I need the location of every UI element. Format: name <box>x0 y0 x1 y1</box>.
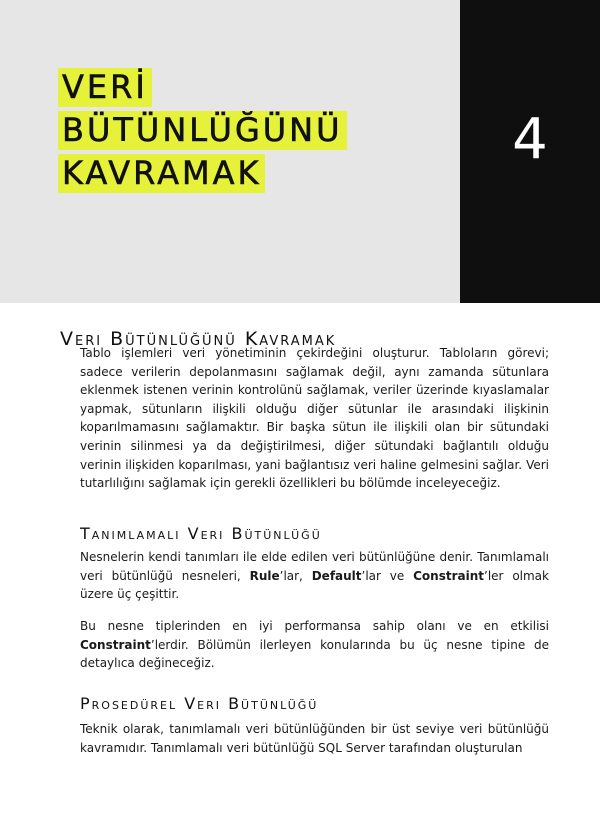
term-constraint: Constraint <box>413 568 485 583</box>
chapter-header-band <box>0 0 460 303</box>
chapter-title-line-1: VERİ <box>58 68 152 107</box>
term-rule: Rule <box>249 568 280 583</box>
declarative-paragraph-2 <box>80 617 549 673</box>
text-run: ’lar ve <box>361 568 414 583</box>
chapter-number-block <box>460 0 600 303</box>
text-run: Bu nesne tiplerinden en iyi performansa sahip olanı ve en etkilisi <box>80 619 549 633</box>
text-run: ’lar, <box>279 568 312 583</box>
term-constraint: Constraint <box>80 637 151 652</box>
text-run: Nesnelerin kendi tanımları ile elde edilen veri bütünlüğüne denir. Tanımlamalı veri bütünlüğü nesneleri, <box>80 550 549 583</box>
chapter-title-line-3: KAVRAMAK <box>58 154 265 193</box>
text-run: ’ler olmak üzere üç çeşittir. <box>80 568 549 602</box>
procedural-paragraph-1: Teknik olarak, tanımlamalı veri bütünlüğünden bir üst seviye veri bütünlüğü kavramıdır. Tanımlamalı veri bütünlüğü SQL Server tarafından oluşturulan <box>80 722 549 755</box>
term-default: Default <box>311 568 362 583</box>
declarative-heading: Tanımlamalı Veri Bütünlüğü <box>80 524 322 543</box>
section-heading: Veri Bütünlüğünü Kavramak <box>60 328 337 350</box>
chapter-title-line-2: BÜTÜNLÜĞÜNÜ <box>58 111 347 150</box>
declarative-paragraph-1 <box>80 548 549 604</box>
procedural-heading: Prosedürel Veri Bütünlüğü <box>80 694 319 713</box>
intro-paragraph: Tablo işlemleri veri yönetiminin çekirdeğini oluşturur. Tabloların görevi; sadece verilerin depolanmasını sağlamak değil, aynı zamanda sütunlara eklenmek istenen verinin kontrolünü sağlamak, veriler üzerinde kıyaslamalar yapmak, sütunların ilişkili olduğu diğer sütunlar ile arasındaki ilişkinin koparılmamasını sağlamaktır. Bir başka sütun ile ilişkili olan bir sütundaki verinin silinmesi ya da değiştirilmesi, diğer sütundaki bağlantılı olduğu verinin ilişkiden koparılması, yani bağlantısız veri haline gelmesini sağlar. Veri tutarlılığını sağlamak için gerekli özellikleri bu bölümde inceleyeceğiz. <box>80 346 549 491</box>
text-run: ’lerdir. Bölümün ilerleyen konularında bu üç nesne tipine de detaylıca değineceğiz. <box>80 637 549 671</box>
chapter-number: 4 <box>512 107 548 172</box>
chapter-title <box>58 68 347 197</box>
